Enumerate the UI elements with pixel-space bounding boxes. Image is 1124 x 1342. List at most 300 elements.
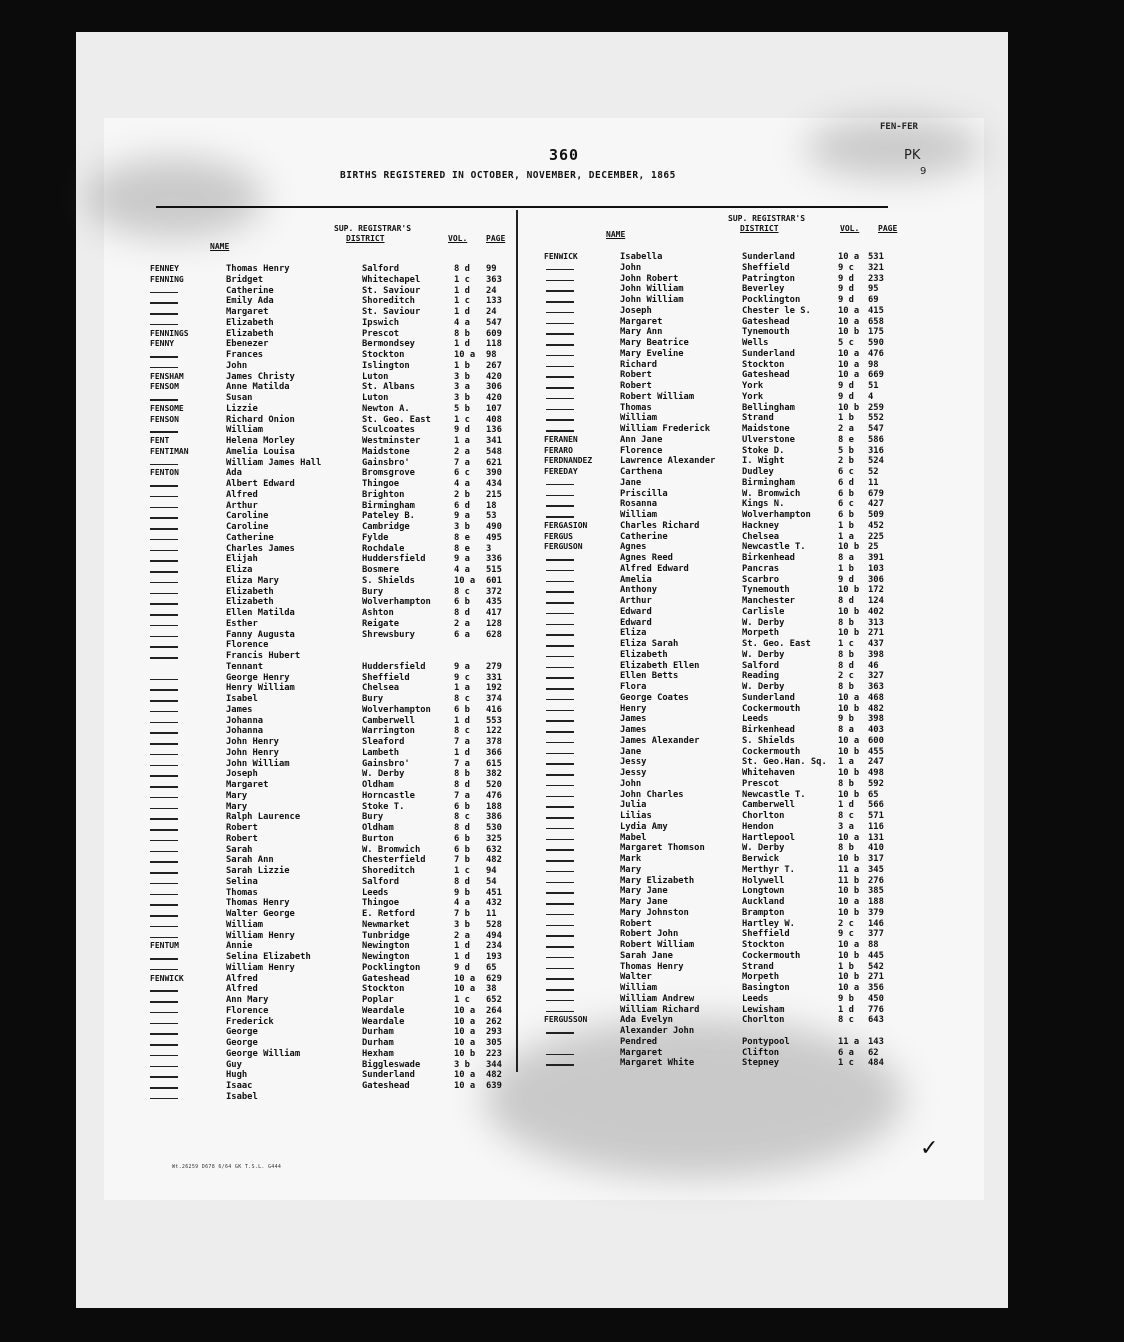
table-row <box>544 725 886 736</box>
district-cell: Basington <box>742 983 790 993</box>
vol-cell: 10 a <box>454 1081 476 1091</box>
table-row <box>150 931 514 942</box>
page-cell: 131 <box>868 832 884 843</box>
district-cell: Chester le S. <box>742 305 811 316</box>
forename-cell: Esther <box>226 618 258 629</box>
district-cell: Maidstone <box>742 424 790 434</box>
page-cell: 321 <box>868 262 884 273</box>
vol-cell: 1 d <box>454 285 470 296</box>
vol-cell: 2 a <box>454 930 470 941</box>
vol-cell: 5 c <box>838 338 854 348</box>
table-row <box>544 908 886 919</box>
table-row <box>150 920 514 931</box>
forename-cell: Mabel <box>620 832 647 843</box>
district-cell: Gateshead <box>742 316 790 327</box>
header-rule <box>156 206 888 208</box>
district-cell: Shoreditch <box>362 866 415 876</box>
district-cell: Birkenhead <box>742 553 795 563</box>
ditto-dash <box>150 679 178 681</box>
surname-cell: FENTUM <box>150 941 179 951</box>
page-cell: 600 <box>868 735 884 746</box>
vol-cell: 4 a <box>454 479 470 489</box>
district-cell: Morpeth <box>742 628 780 639</box>
vol-cell: 5 b <box>838 445 854 456</box>
table-row <box>150 759 514 770</box>
forename-cell: Susan <box>226 393 253 403</box>
vol-cell: 10 a <box>838 305 860 316</box>
district-cell: W. Bromwich <box>742 488 801 499</box>
forename-cell: Jane <box>620 746 642 757</box>
ditto-dash <box>546 430 574 432</box>
ditto-dash <box>150 775 178 777</box>
page-cell: 363 <box>868 682 884 692</box>
table-row <box>150 275 514 286</box>
page-cell: 11 <box>868 477 879 488</box>
page-cell: 65 <box>868 789 879 800</box>
table-row <box>150 361 514 372</box>
forename-cell: Jessy <box>620 768 647 778</box>
district-cell: W. Derby <box>742 617 785 628</box>
ditto-dash <box>546 806 574 808</box>
page-cell: 53 <box>486 511 497 522</box>
vol-cell: 8 a <box>838 725 854 735</box>
district-cell: Strand <box>742 413 774 424</box>
vol-cell: 3 b <box>454 919 470 930</box>
forename-cell: Mary Eveline <box>620 348 684 359</box>
table-row <box>544 338 886 349</box>
district-header-line2: DISTRICT <box>346 234 385 243</box>
district-cell: Thingoe <box>362 898 400 909</box>
table-row <box>150 382 514 393</box>
table-row <box>544 919 886 930</box>
vol-cell: 8 c <box>454 812 470 823</box>
district-cell: Kings N. <box>742 499 785 510</box>
vol-cell: 6 d <box>454 500 470 511</box>
vol-cell: 1 c <box>838 639 854 649</box>
table-row <box>544 661 886 672</box>
ink-blot <box>84 158 264 238</box>
district-cell: Chorlton <box>742 1015 785 1026</box>
forename-cell: Julia <box>620 800 647 811</box>
forename-cell: Johanna <box>226 726 264 737</box>
vol-cell: 10 b <box>838 327 860 338</box>
page-cell: 445 <box>868 950 884 961</box>
ditto-dash <box>546 935 574 937</box>
vol-cell: 10 b <box>838 606 860 617</box>
forename-cell: Edward <box>620 606 652 617</box>
forename-cell: Helena Morley <box>226 436 295 446</box>
surname-cell: FERGASION <box>544 520 588 530</box>
vol-cell: 10 a <box>454 1038 476 1048</box>
forename-cell: John Henry <box>226 737 279 747</box>
register-page <box>104 118 984 1200</box>
ditto-dash <box>150 818 178 820</box>
district-cell: Ashton <box>362 608 394 618</box>
forename-cell: Hugh <box>226 1070 248 1081</box>
vol-cell: 10 b <box>838 950 860 961</box>
vol-cell: 1 c <box>454 274 470 285</box>
ditto-dash <box>150 550 178 552</box>
ditto-dash <box>546 957 574 959</box>
table-row <box>544 951 886 962</box>
vol-cell: 11 b <box>838 875 860 886</box>
table-row <box>150 984 514 995</box>
forename-cell: Alfred <box>226 973 258 984</box>
surname-cell: FENNINGS <box>150 328 189 338</box>
right-column <box>544 214 898 1069</box>
district-cell: Wolverhampton <box>362 597 431 608</box>
district-cell: I. Wight <box>742 456 785 467</box>
forename-cell: John Henry <box>226 747 279 758</box>
table-row <box>150 1038 514 1049</box>
forename-cell: Amelia Louisa <box>226 446 295 457</box>
table-row <box>544 274 886 285</box>
district-cell: Longtown <box>742 886 785 897</box>
page-cell: 192 <box>486 683 502 694</box>
page-cell: 356 <box>868 983 884 993</box>
forename-cell: Thomas <box>226 887 258 898</box>
page-cell: 531 <box>868 252 884 262</box>
district-cell: Gateshead <box>362 973 410 984</box>
ditto-dash <box>150 313 178 315</box>
page-cell: 317 <box>868 854 884 864</box>
vol-cell: 8 d <box>838 596 854 606</box>
table-row <box>544 607 886 618</box>
table-row <box>544 682 886 693</box>
vol-cell: 10 a <box>454 1070 476 1081</box>
vol-cell: 3 b <box>454 522 470 532</box>
vol-cell: 8 c <box>454 586 470 597</box>
table-row <box>150 1081 514 1092</box>
vol-cell: 9 d <box>838 273 854 284</box>
left-column <box>150 224 514 1103</box>
district-cell: Pancras <box>742 563 780 574</box>
vol-cell: 8 b <box>838 778 854 789</box>
forename-cell: Robert <box>620 918 652 929</box>
column-divider <box>516 210 518 1072</box>
vol-cell: 1 a <box>838 757 854 768</box>
forename-cell: Robert William <box>620 940 695 950</box>
ditto-dash <box>546 376 574 378</box>
table-row <box>544 929 886 940</box>
page-cell: 586 <box>868 434 884 445</box>
page-cell: 509 <box>868 510 884 520</box>
ditto-dash <box>150 517 178 519</box>
table-row <box>544 671 886 682</box>
page-cell: 498 <box>868 768 884 778</box>
table-row <box>544 424 886 435</box>
ditto-dash <box>546 484 574 486</box>
ditto-dash <box>546 785 574 787</box>
page-cell: 279 <box>486 661 502 672</box>
table-row <box>544 478 886 489</box>
district-cell: Pontypool <box>742 1036 790 1047</box>
forename-cell: Priscilla <box>620 488 668 499</box>
surname-cell: FERGUSSON <box>544 1015 588 1025</box>
surname-cell: FEREDAY <box>544 467 578 476</box>
table-row <box>150 393 514 404</box>
page-cell: 679 <box>868 488 884 499</box>
vol-cell: 8 d <box>454 264 470 274</box>
vol-cell: 1 c <box>454 866 470 876</box>
ditto-dash <box>546 591 574 593</box>
district-cell: Hendon <box>742 821 774 832</box>
table-row <box>150 909 514 920</box>
page-cell: 669 <box>868 370 884 381</box>
vol-cell: 3 a <box>838 821 854 832</box>
forename-cell: James <box>226 704 253 715</box>
forename-cell: Selina Elizabeth <box>226 952 311 962</box>
forename-cell: William Henry <box>226 962 295 973</box>
forename-cell: Fanny Augusta <box>226 629 295 640</box>
district-cell: Clifton <box>742 1047 780 1058</box>
district-cell: Camberwell <box>362 715 415 726</box>
table-row <box>150 888 514 899</box>
vol-cell: 6 b <box>454 801 470 812</box>
table-row <box>150 415 514 426</box>
district-cell: Newmarket <box>362 919 410 930</box>
ditto-dash <box>150 539 178 541</box>
district-cell: Cockermouth <box>742 746 801 757</box>
ditto-dash <box>150 1001 178 1003</box>
district-cell: Reigate <box>362 618 400 629</box>
vol-cell: 7 a <box>454 457 470 468</box>
page-cell: 4 <box>868 391 874 402</box>
district-cell: St. Geo. East <box>362 414 431 425</box>
page-cell: 378 <box>486 737 502 747</box>
page-cell: 592 <box>868 778 884 789</box>
district-cell: S. Shields <box>742 735 795 746</box>
forename-cell: Isabel <box>226 694 258 704</box>
vol-cell: 1 c <box>454 414 470 425</box>
ditto-dash <box>546 624 574 626</box>
table-row <box>544 779 886 790</box>
table-row <box>544 833 886 844</box>
table-row <box>150 1092 514 1103</box>
ditto-dash <box>150 1066 178 1068</box>
district-cell: Stockton <box>362 984 405 995</box>
forename-cell: Henry William <box>226 683 295 694</box>
page-cell: 38 <box>486 984 497 995</box>
surname-cell: FENNING <box>150 274 184 284</box>
page-cell: 520 <box>486 780 502 790</box>
ditto-dash <box>150 528 178 530</box>
vol-cell: 10 b <box>838 585 860 596</box>
vol-cell: 8 d <box>454 876 470 887</box>
table-row <box>544 446 886 457</box>
vol-cell: 6 a <box>838 1047 854 1058</box>
district-cell: Chesterfield <box>362 855 426 866</box>
ditto-dash <box>150 625 178 627</box>
vol-cell: 9 b <box>838 993 854 1004</box>
table-row <box>150 780 514 791</box>
forename-cell: Jessy <box>620 757 647 768</box>
page-cell: 341 <box>486 436 502 446</box>
table-row <box>150 458 514 469</box>
district-cell: Poplar <box>362 995 394 1005</box>
table-row <box>150 490 514 501</box>
page-cell: 450 <box>868 993 884 1004</box>
forename-cell: George Henry <box>226 672 290 683</box>
district-cell: Newton A. <box>362 403 410 414</box>
forename-cell: Richard Onion <box>226 414 295 425</box>
table-row <box>544 1005 886 1016</box>
page-cell: 259 <box>868 402 884 413</box>
district-cell: Ulverstone <box>742 434 795 445</box>
ditto-dash <box>546 849 574 851</box>
vol-cell: 2 c <box>838 918 854 929</box>
table-row <box>150 576 514 587</box>
vol-cell: 9 d <box>838 295 854 305</box>
page-cell: 276 <box>868 875 884 886</box>
page-cell: 455 <box>868 746 884 757</box>
vol-cell: 3 b <box>454 371 470 382</box>
district-cell: Huddersfield <box>362 661 426 672</box>
handwritten-note: PK <box>904 148 921 163</box>
forename-cell: Robert <box>226 833 258 844</box>
forename-cell: Eliza Sarah <box>620 639 679 649</box>
table-row <box>150 1060 514 1071</box>
page-cell: 271 <box>868 972 884 983</box>
district-cell: Bury <box>362 694 384 704</box>
page-cell: 98 <box>486 350 497 360</box>
page-cell: 305 <box>486 1038 502 1048</box>
page-cell: 632 <box>486 844 502 855</box>
surname-cell: FERGUS <box>544 531 573 541</box>
table-row <box>544 1048 886 1059</box>
vol-cell: 9 b <box>838 714 854 725</box>
page-cell: 293 <box>486 1027 502 1038</box>
page-cell: 344 <box>486 1059 502 1070</box>
vol-cell: 3 b <box>454 393 470 403</box>
table-row <box>150 802 514 813</box>
forename-cell: Ebenezer <box>226 339 269 350</box>
vol-cell: 8 b <box>454 769 470 780</box>
table-row <box>544 499 886 510</box>
forename-cell: Margaret White <box>620 1058 695 1069</box>
ditto-dash <box>546 871 574 873</box>
forename-cell: Catherine <box>620 531 668 542</box>
page-cell: 524 <box>868 456 884 467</box>
table-row <box>150 597 514 608</box>
district-header-line2: DISTRICT <box>740 224 779 233</box>
forename-cell: James <box>620 725 647 735</box>
vol-cell: 8 e <box>454 543 470 554</box>
page-number: 360 <box>549 146 580 164</box>
district-cell: Gateshead <box>362 1081 410 1091</box>
vol-cell: 6 c <box>454 468 470 479</box>
district-cell: York <box>742 381 764 391</box>
ditto-dash <box>150 560 178 562</box>
forename-cell: Agnes Reed <box>620 553 673 563</box>
district-cell: Bellingham <box>742 402 795 413</box>
district-cell: Birkenhead <box>742 725 795 735</box>
table-row <box>544 489 886 500</box>
forename-cell: William <box>620 983 658 993</box>
forename-cell: Lydia Amy <box>620 821 668 832</box>
ditto-dash <box>546 914 574 916</box>
page-cell: 403 <box>868 725 884 735</box>
table-row <box>150 845 514 856</box>
vol-cell: 1 d <box>838 800 854 811</box>
forename-cell: George <box>226 1038 258 1048</box>
vol-cell: 4 a <box>454 898 470 909</box>
ditto-dash <box>546 688 574 690</box>
district-cell: Burton <box>362 833 394 844</box>
forename-cell: Margaret <box>620 1047 663 1058</box>
table-row <box>544 714 886 725</box>
ditto-dash <box>150 292 178 294</box>
forename-cell: Sarah <box>226 844 253 855</box>
table-row <box>150 554 514 565</box>
ditto-dash <box>546 344 574 346</box>
ditto-dash <box>150 1023 178 1025</box>
table-row <box>150 694 514 705</box>
district-cell: Stepney <box>742 1058 780 1069</box>
vol-cell: 6 b <box>838 510 854 520</box>
forename-cell: George William <box>226 1048 301 1059</box>
vol-cell: 9 b <box>454 887 470 898</box>
forename-cell: Margaret Thomson <box>620 843 705 854</box>
ditto-dash <box>546 301 574 303</box>
page-cell: 136 <box>486 425 502 436</box>
ditto-dash <box>546 516 574 518</box>
vol-cell: 6 a <box>454 629 470 640</box>
forename-cell: John <box>620 262 642 273</box>
district-cell: Stockton <box>362 350 405 360</box>
ditto-dash <box>546 290 574 292</box>
forename-cell: John William <box>226 758 290 769</box>
ditto-dash <box>546 1011 574 1013</box>
ditto-dash <box>546 860 574 862</box>
ditto-dash <box>546 409 574 411</box>
vol-cell: 8 d <box>454 780 470 790</box>
vol-cell: 9 d <box>454 425 470 436</box>
forename-cell: Thomas Henry <box>620 961 684 972</box>
vol-cell: 10 b <box>838 768 860 778</box>
vol-cell: 3 a <box>454 382 470 393</box>
left-column-header <box>150 224 514 264</box>
table-row <box>544 327 886 338</box>
page-cell: 382 <box>486 769 502 780</box>
district-cell: Hexham <box>362 1048 394 1059</box>
district-cell: Chelsea <box>742 531 780 542</box>
table-row <box>150 683 514 694</box>
page-cell: 776 <box>868 1004 884 1015</box>
district-cell: St. Geo.Han. Sq. <box>742 757 827 768</box>
forename-cell: Frances <box>226 350 264 360</box>
table-row <box>544 564 886 575</box>
page-cell: 553 <box>486 715 502 726</box>
district-cell: Pocklington <box>742 295 801 305</box>
page-cell: 271 <box>868 628 884 639</box>
vol-cell: 10 b <box>838 542 860 553</box>
vol-cell: 4 a <box>454 317 470 328</box>
district-cell: Sheffield <box>742 262 790 273</box>
forename-cell: William Richard <box>620 1004 700 1015</box>
page-cell: 3 <box>486 543 492 554</box>
vol-cell: 1 c <box>838 1058 854 1069</box>
table-row <box>150 447 514 458</box>
district-cell: Shrewsbury <box>362 629 415 640</box>
forename-cell: Isaac <box>226 1081 253 1091</box>
surname-cell: FENNEY <box>150 264 179 273</box>
page-cell: 51 <box>868 381 879 391</box>
page-cell: 420 <box>486 371 502 382</box>
vol-cell: 10 a <box>838 692 860 703</box>
forename-cell: Eliza Mary <box>226 575 279 586</box>
page-cell: 482 <box>868 703 884 714</box>
